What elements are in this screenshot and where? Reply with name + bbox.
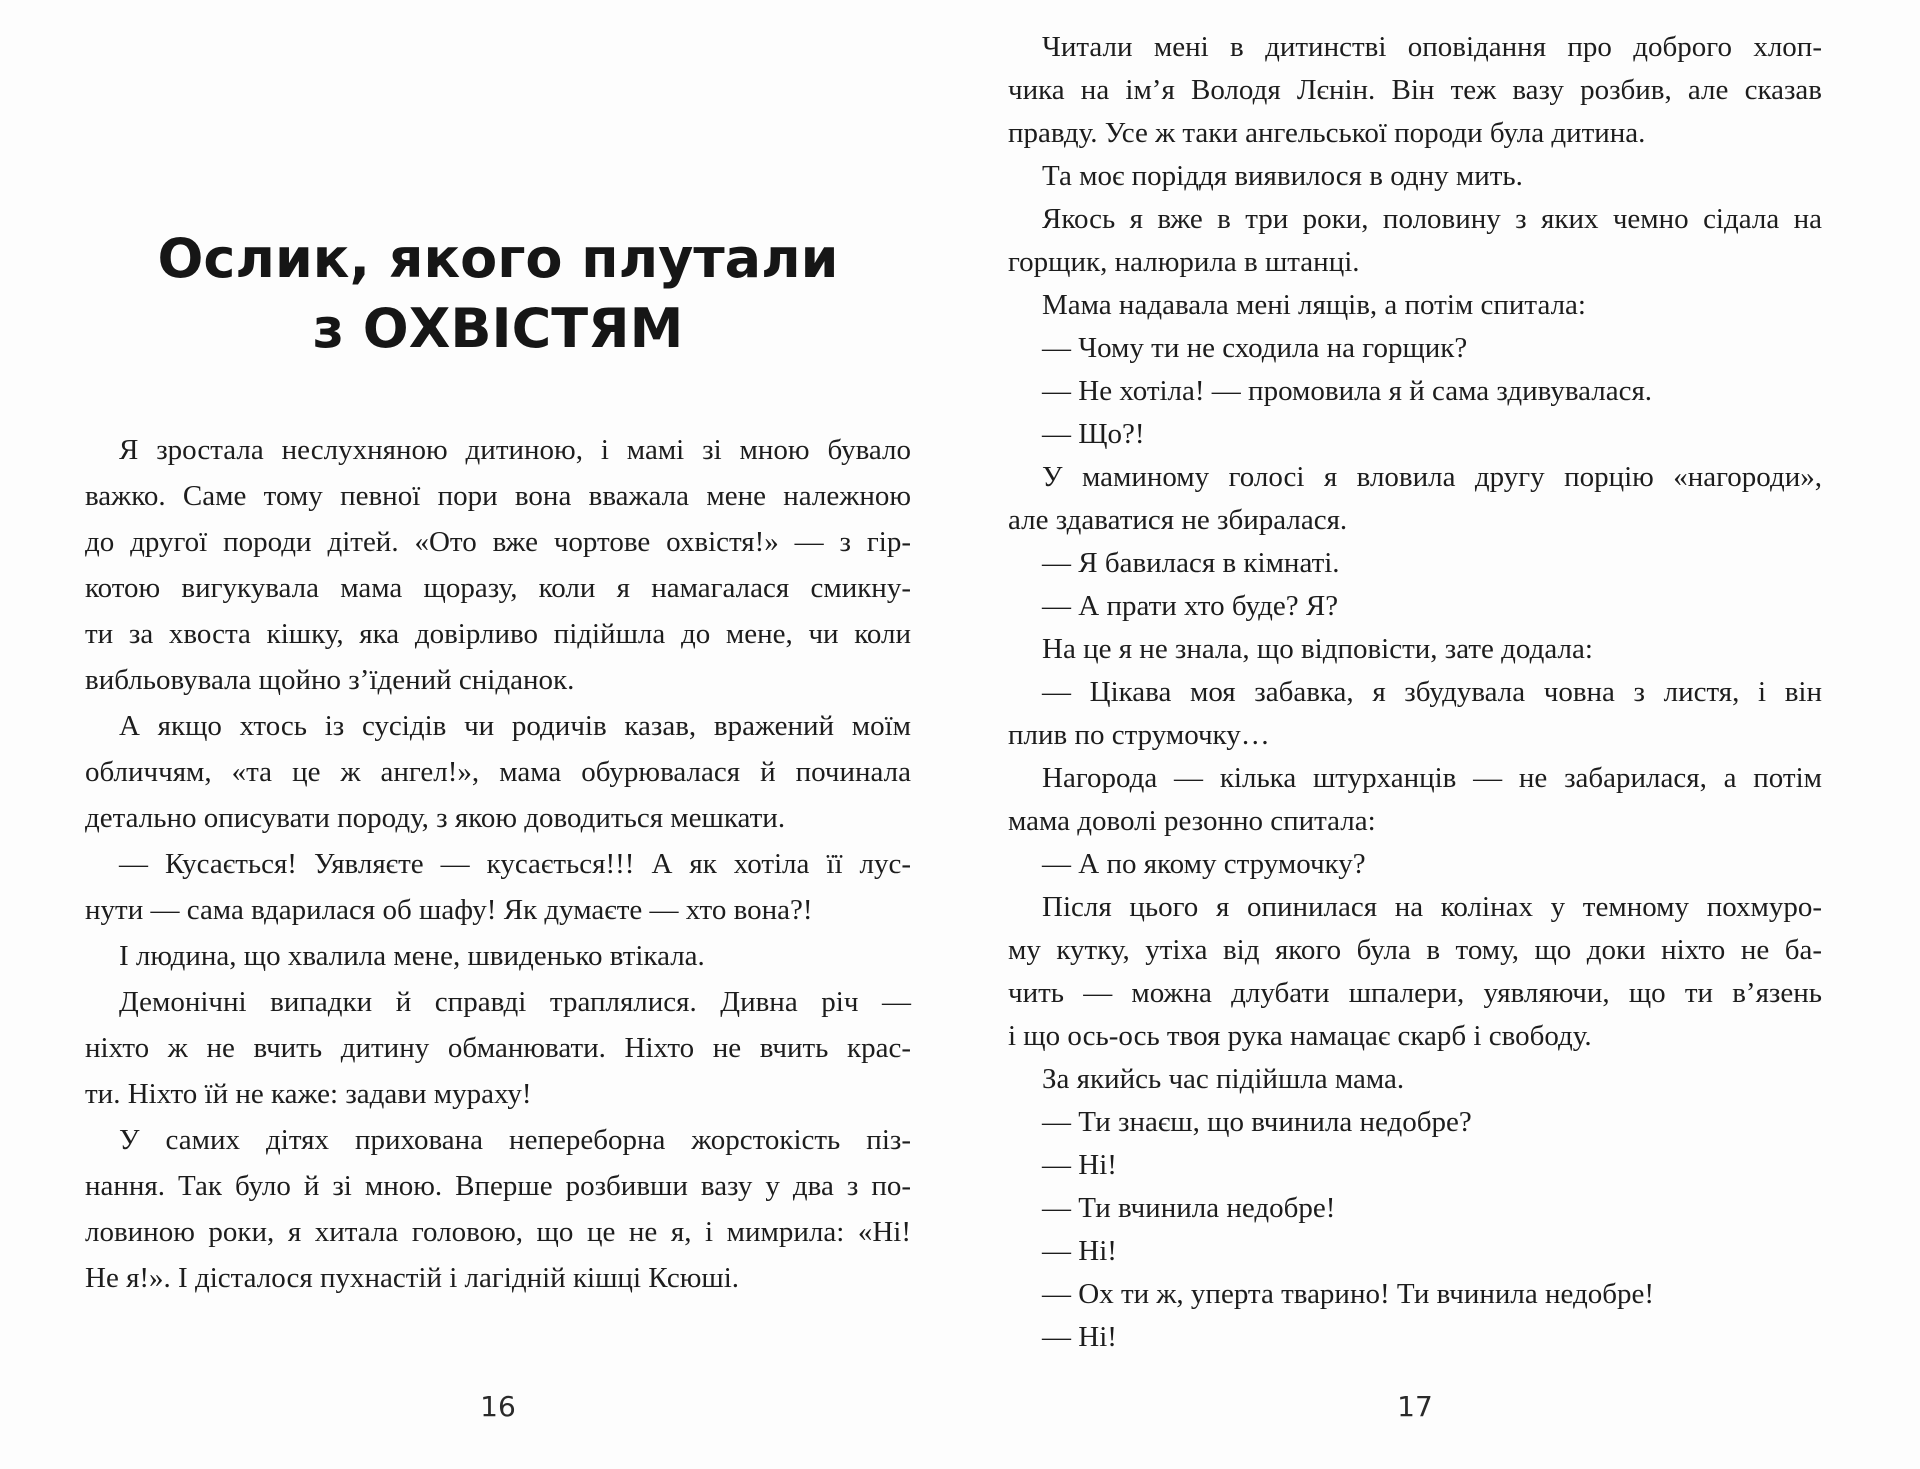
text-line: І людина, що хвалила мене, швиденько втікала. [119, 940, 705, 972]
text-line: — Ні! [1042, 1235, 1117, 1267]
text-line: — Ні! [1042, 1321, 1117, 1353]
text-line: детально описувати породу, з якою доводиться мешкати. [85, 802, 786, 834]
text-line: — Чому ти не сходила на горщик? [1042, 332, 1468, 364]
text-line: — Що?! [1042, 418, 1145, 450]
text-line: — А по якому струмочку? [1042, 848, 1366, 880]
left-page-number: 16 [480, 1390, 516, 1423]
text-line: Якось я вже в три роки, половину з яких чемно сідала на [1042, 203, 1822, 235]
text-line: Читали мені в дитинстві оповідання про доброго хлоп- [1042, 31, 1822, 63]
text-line: ти. Ніхто їй не каже: задави мураху! [85, 1078, 532, 1110]
text-line: — Ох ти ж, уперта тварино! Ти вчинила недобре! [1042, 1278, 1655, 1310]
text-line: му кутку, утіха від якого була в тому, що доки ніхто не ба- [1008, 934, 1822, 966]
text-line: але здаватися не збиралася. [1008, 504, 1348, 536]
text-line: обличчям, «та це ж ангел!», мама обурювалася й починала [85, 756, 911, 788]
left-page-body [85, 427, 911, 1301]
text-line: чика на ім’я Володя Лєнін. Він теж вазу розбив, але сказав [1008, 74, 1822, 106]
text-line: Після цього я опинилася на колінах у темному похмуро- [1042, 891, 1822, 923]
text-line: вибльовувала щойно з’їдений сніданок. [85, 664, 575, 696]
text-line: і що ось-ось твоя рука намацає скарб і свободу. [1008, 1020, 1592, 1052]
text-line: горщик, налюрила в штанці. [1008, 246, 1360, 278]
text-line: до другої породи дітей. «Ото вже чортове охвістя!» — з гір- [85, 526, 911, 558]
text-line: — Ні! [1042, 1149, 1117, 1181]
text-line: Демонічні випадки й справді траплялися. Дивна річ — [119, 986, 911, 1018]
page-left [85, 0, 911, 1469]
text-line: правду. Усе ж таки ангельської породи була дитина. [1008, 117, 1646, 149]
text-line: — А прати хто буде? Я? [1042, 590, 1339, 622]
text-line: ловиною роки, я хитала головою, що це не я, і мимрила: «Ні! [85, 1216, 911, 1248]
right-page-number: 17 [1397, 1390, 1433, 1423]
text-line: На це я не знала, що відповісти, зате додала: [1042, 633, 1593, 665]
text-line: Не я!». І дісталося пухнастій і лагідній кішці Ксюші. [85, 1262, 740, 1294]
text-line: нання. Так було й зі мною. Вперше розбивши вазу у два з по- [85, 1170, 911, 1202]
text-line: — Ти вчинила недобре! [1042, 1192, 1336, 1224]
right-page-body [1008, 26, 1822, 1359]
text-line: У самих дітях прихована непереборна жорстокість піз- [119, 1124, 911, 1156]
text-line: Я зростала неслухняною дитиною, і мамі зі мною бувало [119, 434, 911, 466]
text-line: — Кусається! Уявляєте — кусається!!! А як хотіла її лус- [119, 848, 911, 880]
text-line: чить — можна длубати шпалери, уявляючи, що ти в’язень [1008, 977, 1822, 1009]
text-line: важко. Саме тому певної пори вона вважала мене належною [85, 480, 911, 512]
text-line: плив по струмочку… [1008, 719, 1270, 751]
text-line: А якщо хтось із сусідів чи родичів казав, вражений моїм [119, 710, 911, 742]
text-line: За якийсь час підійшла мама. [1042, 1063, 1405, 1095]
text-line: — Ти знаєш, що вчинила недобре? [1042, 1106, 1472, 1138]
text-line: — Я бавилася в кімнаті. [1042, 547, 1340, 579]
text-line: Мама надавала мені лящів, а потім спитала: [1042, 289, 1586, 321]
text-line: — Цікава моя забавка, я збудувала човна з листя, і він [1042, 676, 1822, 708]
text-line: котою вигукувала мама щоразу, коли я намагалася смикну- [85, 572, 911, 604]
text-line: нути — сама вдарилася об шафу! Як думаєте — хто вона?! [85, 894, 813, 926]
text-line: мама доволі резонно спитала: [1008, 805, 1376, 837]
text-line: — Не хотіла! — промовила я й сама здивувалася. [1042, 375, 1653, 407]
text-line: У маминому голосі я вловила другу порцію «нагороди», [1042, 461, 1822, 493]
page-right [1008, 0, 1822, 1469]
chapter-title-line2: з ОХВІСТЯМ [312, 297, 684, 360]
chapter-title-line1: Ослик, якого плутали [157, 227, 839, 290]
text-line: ти за хвоста кішку, яка довірливо підійшла до мене, чи коли [85, 618, 911, 650]
text-line: Та моє поріддя виявилося в одну мить. [1042, 160, 1523, 192]
chapter-title [85, 224, 911, 364]
text-line: Нагорода — кілька штурханців — не забарилася, а потім [1042, 762, 1822, 794]
text-line: ніхто ж не вчить дитину обманювати. Ніхто не вчить крас- [85, 1032, 911, 1064]
